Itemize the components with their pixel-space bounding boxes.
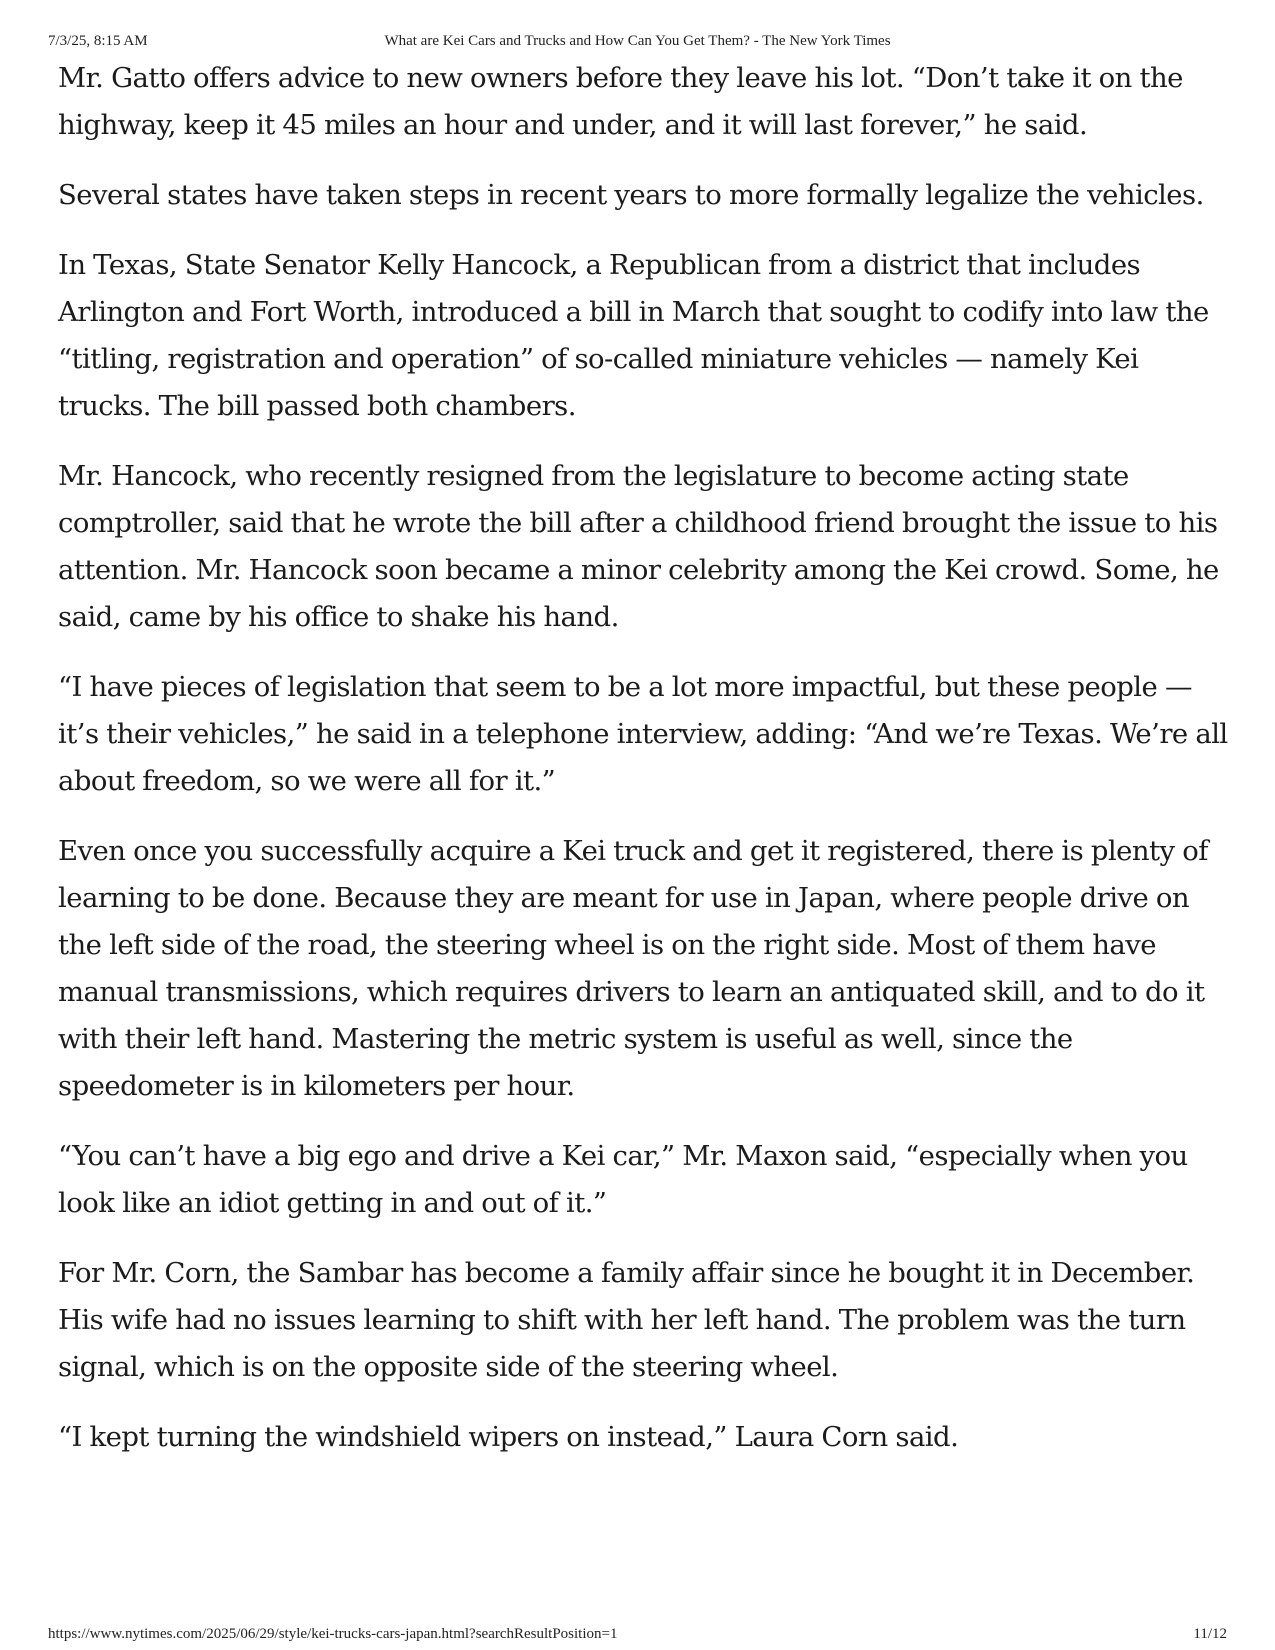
article-paragraph: In Texas, State Senator Kelly Hancock, a Republican from a district that includes Arlington and Fort Worth, introduced a bill in March that sought to codify into law the “titling, registration and operation” of so-called miniature vehicles — namely Kei trucks. The bill passed both chambers. bbox=[58, 249, 1209, 422]
article-paragraph: Several states have taken steps in recent years to more formally legalize the vehicles. bbox=[58, 179, 1204, 211]
article-paragraph: Mr. Gatto offers advice to new owners before they leave his lot. “Don’t take it on the highway, keep it 45 miles an hour and under, and it will last forever,” he said. bbox=[58, 62, 1183, 141]
article-paragraph: “You can’t have a big ego and drive a Kei car,” Mr. Maxon said, “especially when you look like an idiot getting in and out of it.” bbox=[58, 1140, 1188, 1219]
print-header bbox=[48, 33, 1227, 53]
print-datetime: 7/3/25, 8:15 AM bbox=[48, 33, 148, 49]
print-footer bbox=[48, 1626, 1227, 1646]
article-paragraph: “I have pieces of legislation that seem to be a lot more impactful, but these people — it’s their vehicles,” he said in a telephone interview, adding: “And we’re Texas. We’re all about freedom, so we were all for it.” bbox=[58, 671, 1228, 797]
article-paragraph: Even once you successfully acquire a Kei truck and get it registered, there is plenty of learning to be done. Because they are meant for use in Japan, where people drive on the left side of the road, the steering wheel is on the right side. Most of them have manual transmissions, which requires drivers to learn an antiquated skill, and to do it with their left hand. Mastering the metric system is useful as well, since the speedometer is in kilometers per hour. bbox=[58, 835, 1208, 1102]
article-paragraph: “I kept turning the windshield wipers on instead,” Laura Corn said. bbox=[58, 1421, 959, 1453]
document-title: What are Kei Cars and Trucks and How Can You Get Them? - The New York Times bbox=[384, 33, 891, 49]
article-paragraph: Mr. Hancock, who recently resigned from the legislature to become acting state comptroller, said that he wrote the bill after a childhood friend brought the issue to his attention. Mr. Hancock soon became a minor celebrity among the Kei crowd. Some, he said, came by his office to shake his hand. bbox=[58, 460, 1219, 633]
page-number: 11/12 bbox=[1193, 1626, 1227, 1642]
page-url: https://www.nytimes.com/2025/06/29/style/kei-trucks-cars-japan.html?searchResultPosition=1 bbox=[48, 1626, 618, 1642]
article-paragraph: For Mr. Corn, the Sambar has become a family affair since he bought it in December. His wife had no issues learning to shift with her left hand. The problem was the turn signal, which is on the opposite side of the steering wheel. bbox=[58, 1257, 1195, 1383]
article-body bbox=[58, 55, 1228, 1484]
